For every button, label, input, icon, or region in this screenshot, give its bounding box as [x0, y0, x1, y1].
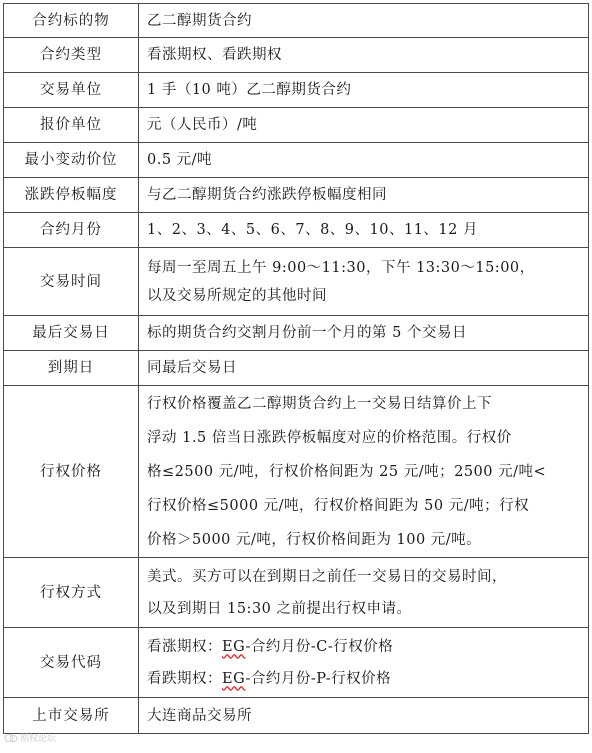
value-line: 元（人民币）/吨 [147, 117, 258, 133]
row-value [139, 73, 589, 108]
row-value [139, 38, 589, 73]
row-label: 合约月份 [4, 213, 139, 248]
table-row [4, 558, 589, 628]
value-line: 标的期货合约交割月份前一个月的第 5 个交易日 [147, 325, 467, 341]
row-label: 最后交易日 [4, 316, 139, 351]
row-value [139, 4, 589, 38]
watermark [4, 731, 56, 744]
value-line: 乙二醇期货合约 [147, 12, 252, 29]
row-value [139, 248, 589, 316]
value-line: 每周一至周五上午 9:00～11:30，下午 13:30～15:00， [147, 259, 535, 276]
row-value [139, 351, 589, 386]
table-row [4, 4, 589, 38]
value-line: 浮动 1.5 倍当日涨跌停板幅度对应的价格范围。行权价 [147, 429, 512, 446]
value-line: 行权价格≤5000 元/吨，行权价格间距为 50 元/吨；行权 [147, 497, 530, 514]
row-label: 最小变动价位 [4, 143, 139, 178]
table-row [4, 143, 589, 178]
table-row [4, 351, 589, 386]
row-value [139, 108, 589, 143]
spellcheck-mark: EG [222, 670, 246, 687]
value-line: 以及到期日 15:30 之前提出行权申请。 [147, 600, 412, 617]
table-row [4, 386, 589, 558]
row-label: 行权方式 [4, 558, 139, 628]
table-row [4, 38, 589, 73]
table-row [4, 213, 589, 248]
row-label: 涨跌停板幅度 [4, 178, 139, 213]
row-label: 合约类型 [4, 38, 139, 73]
row-label: 上市交易所 [4, 698, 139, 734]
row-value [139, 698, 589, 734]
table-row [4, 628, 589, 698]
row-value [139, 213, 589, 248]
chat-bubble-icon [4, 733, 18, 743]
row-label: 交易代码 [4, 628, 139, 698]
value-line: 以及交易所规定的其他时间 [147, 287, 327, 304]
row-label: 报价单位 [4, 108, 139, 143]
value-line: 与乙二醇期货合约涨跌停板幅度相同 [147, 187, 387, 203]
row-label: 交易时间 [4, 248, 139, 316]
table-row [4, 178, 589, 213]
value-line: 美式。买方可以在到期日之前任一交易日的交易时间， [147, 568, 507, 585]
value-line: 0.5 元/吨 [147, 152, 213, 168]
value-line: 1、2、3、4、5、6、7、8、9、10、11、12 月 [147, 222, 478, 238]
watermark-text: 期权论坛 [20, 734, 57, 744]
value-line: 大连商品交易所 [147, 707, 252, 724]
row-label: 行权价格 [4, 386, 139, 558]
row-value [139, 178, 589, 213]
row-value [139, 386, 589, 558]
table-row [4, 316, 589, 351]
row-label: 到期日 [4, 351, 139, 386]
value-line: 1 手（10 吨）乙二醇期货合约 [147, 82, 352, 98]
table-row [4, 73, 589, 108]
value-line: 看涨期权、看跌期权 [147, 47, 282, 63]
row-value [139, 628, 589, 698]
value-line: 同最后交易日 [147, 360, 237, 376]
table-row [4, 108, 589, 143]
table-row [4, 698, 589, 734]
row-value [139, 316, 589, 351]
value-line: 看跌期权：EG-合约月份-P-行权价格 [147, 670, 392, 687]
contract-spec-table [3, 3, 589, 734]
value-line: 行权价格覆盖乙二醇期货合约上一交易日结算价上下 [147, 395, 492, 412]
row-label: 合约标的物 [4, 4, 139, 38]
value-line: 价格＞5000 元/吨，行权价格间距为 100 元/吨。 [147, 531, 482, 548]
row-value [139, 558, 589, 628]
value-line: 格≤2500 元/吨，行权价格间距为 25 元/吨；2500 元/吨< [147, 463, 547, 480]
row-value [139, 143, 589, 178]
table-row [4, 248, 589, 316]
spellcheck-mark: EG [222, 638, 246, 655]
row-label: 交易单位 [4, 73, 139, 108]
value-line: 看涨期权：EG-合约月份-C-行权价格 [147, 638, 394, 655]
